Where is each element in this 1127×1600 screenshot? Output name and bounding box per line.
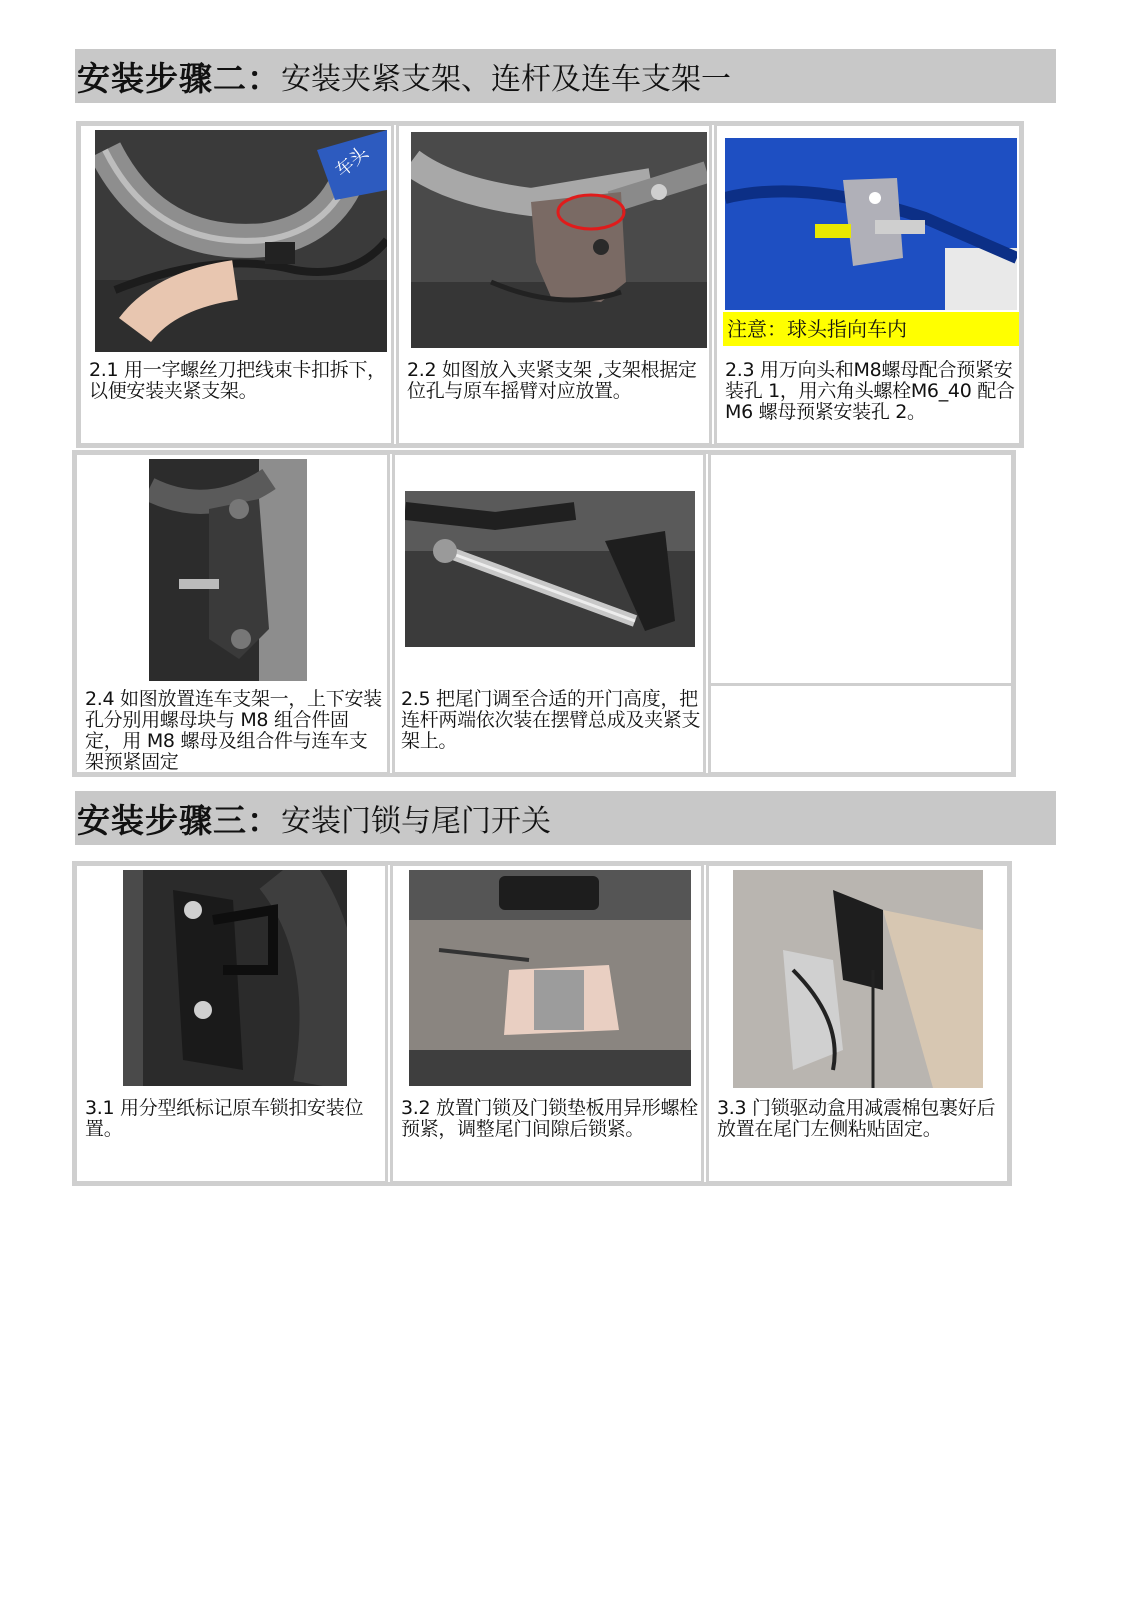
photo-3-2: [409, 870, 691, 1086]
step2-cell-2-4: [74, 452, 390, 775]
photo-2-3: [725, 138, 1017, 310]
step3-cell-3-1: [74, 863, 388, 1184]
step2-title-bold: 安装步骤二：: [77, 58, 281, 98]
step2-title-rest: 安装夹紧支架、连杆及连车支架一: [281, 62, 731, 97]
step2-cell-2-1: [78, 123, 394, 446]
caption-2-2: 2.2 如图放入夹紧支架 ,支架根据定位孔与原车摇臂对应放置。: [407, 359, 697, 402]
step3-title-rest: 安装门锁与尾门开关: [281, 804, 551, 839]
step3-cell-3-3: [706, 863, 1010, 1184]
empty-cell-divider: [711, 683, 1011, 686]
step2-cell-2-2: [396, 123, 712, 446]
caption-2-1: 2.1 用一字螺丝刀把线束卡扣拆下，以便安装夹紧支架。: [89, 359, 386, 402]
step2-cell-empty: [708, 452, 1014, 775]
step2-header: [75, 49, 1056, 103]
step2-cell-2-3: [714, 123, 1022, 446]
caption-3-2: 3.2 放置门锁及门锁垫板用异形螺栓预紧，调整尾门间隙后锁紧。: [401, 1097, 698, 1140]
caption-3-3: 3.3 门锁驱动盒用减震棉包裹好后放置在尾门左侧粘贴固定。: [717, 1097, 996, 1140]
caption-3-1: 3.1 用分型纸标记原车锁扣安装位置。: [85, 1097, 364, 1140]
step3-cell-3-2: [390, 863, 704, 1184]
step2-cell-2-5: [392, 452, 706, 775]
note-ball-head: 注意：球头指向车内: [723, 312, 1019, 346]
photo-3-3: [733, 870, 983, 1088]
caption-2-3: 2.3 用万向头和M8螺母配合预紧安装孔 1，用六角头螺栓M6_40 配合 M6 螺母预紧安装孔 2。: [725, 359, 1015, 423]
photo-2-2: [411, 132, 707, 348]
caption-2-5: 2.5 把尾门调至合适的开门高度，把连杆两端依次装在摆臂总成及夹紧支架上。: [401, 688, 701, 752]
step3-title-bold: 安装步骤三：: [77, 800, 281, 840]
step3-header: [75, 791, 1056, 845]
photo-3-1: [123, 870, 347, 1086]
photo-2-5: [405, 491, 695, 647]
front-badge: 车头: [331, 142, 373, 182]
photo-2-4: [149, 459, 307, 681]
caption-2-4: 2.4 如图放置连车支架一，上下安装孔分别用螺母块与 M8 组合件固定，用 M8 螺母及组合件与连车支架预紧固定: [85, 688, 382, 773]
